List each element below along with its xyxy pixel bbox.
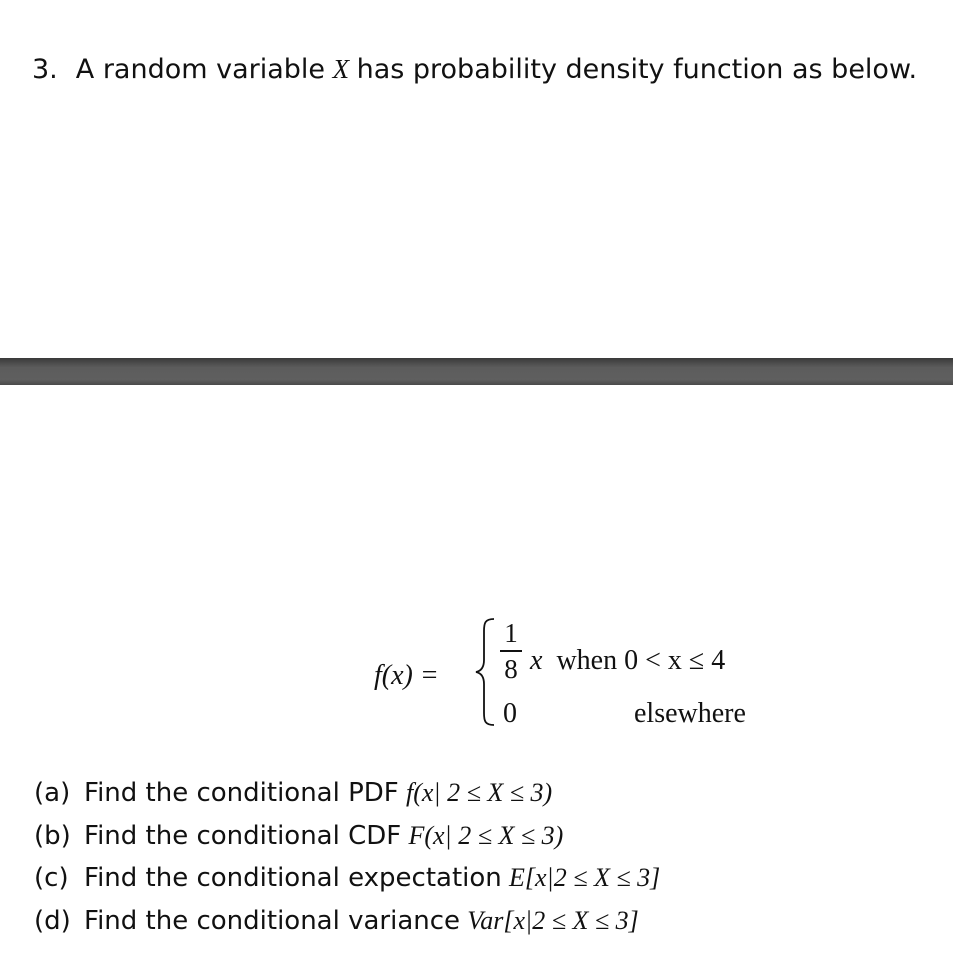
case1-expr: x [530, 645, 543, 676]
sub-questions [34, 772, 660, 942]
part-math: F(x| 2 ≤ X ≤ 3) [408, 820, 564, 850]
part-text: Find the conditional PDF [84, 778, 399, 808]
fraction-numerator: 1 [504, 618, 518, 648]
part-label: (b) [34, 820, 71, 851]
part-a [34, 772, 660, 815]
fraction-denominator: 8 [504, 654, 518, 684]
part-label: (d) [34, 905, 71, 936]
case2-value: 0 [503, 698, 517, 729]
pdf-lhs: f(x) = [374, 660, 439, 691]
part-label: (c) [34, 863, 69, 893]
part-math: f(x| 2 ≤ X ≤ 3) [406, 778, 553, 807]
question-variable: X [332, 54, 350, 84]
question-text-after: has probability density function as below. [356, 54, 918, 85]
part-d [34, 900, 660, 943]
part-label: (a) [34, 778, 71, 808]
question-number: 3. [32, 54, 58, 85]
part-text: Find the conditional CDF [84, 820, 402, 851]
part-text: Find the conditional expectation [84, 863, 502, 893]
pdf-fraction [499, 618, 523, 684]
fraction-bar [500, 650, 522, 652]
case2-condition: elsewhere [634, 698, 746, 729]
case1-condition: when 0 < x ≤ 4 [556, 645, 726, 676]
part-math: Var[x|2 ≤ X ≤ 3] [467, 905, 639, 935]
part-math: E[x|2 ≤ X ≤ 3] [509, 863, 661, 892]
question-text-before: A random variable [75, 54, 326, 85]
part-text: Find the conditional variance [84, 905, 461, 936]
part-b [34, 815, 660, 858]
part-c [34, 857, 660, 900]
left-brace-icon [474, 617, 496, 727]
pdf-case-1 [530, 645, 725, 677]
